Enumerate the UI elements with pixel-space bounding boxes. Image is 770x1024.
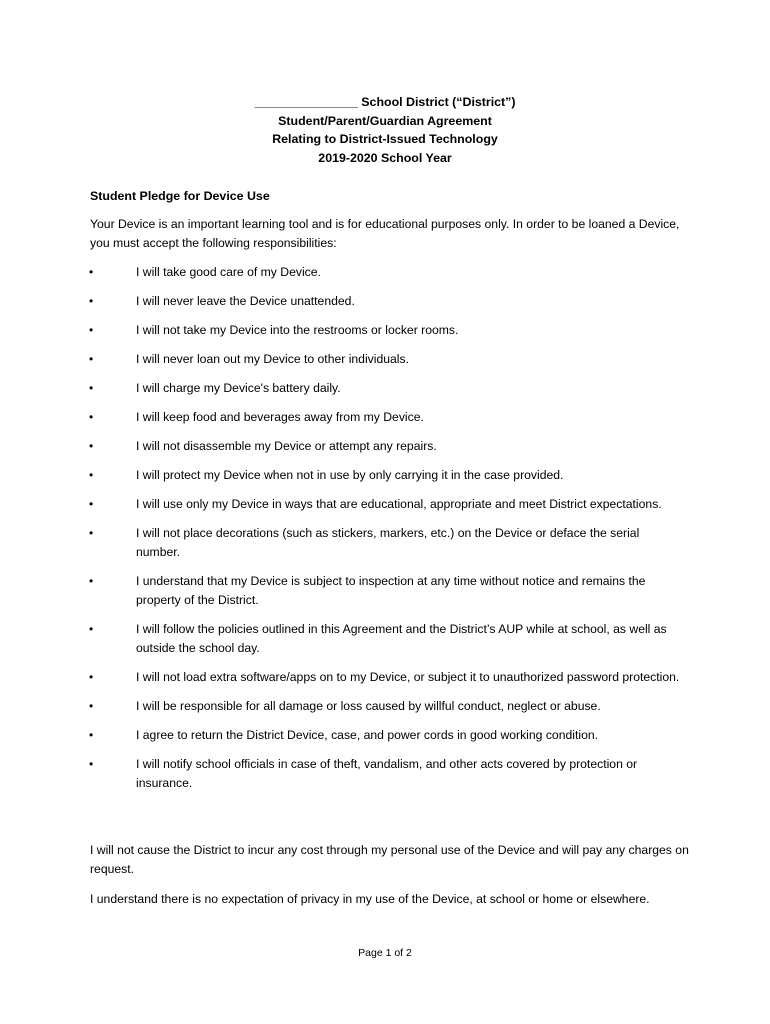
list-item [0, 263, 770, 282]
pledge-text: I will keep food and beverages away from my Device. [136, 410, 424, 424]
page-number: Page 1 of 2 [358, 947, 412, 959]
list-item [0, 495, 770, 514]
intro-paragraph: Your Device is an important learning tool and is for educational purposes only. In order to be loaned a Device, you must accept the following responsibilities: [90, 217, 680, 250]
pledge-text: I will take good care of my Device. [136, 265, 321, 279]
section-title: Student Pledge for Device Use [90, 189, 270, 203]
bullet-icon: • [89, 294, 94, 308]
header-agreement-title: Student/Parent/Guardian Agreement [278, 113, 492, 128]
list-item [0, 572, 770, 610]
bullet-icon: • [89, 757, 94, 771]
header-subject-line: Relating to District-Issued Technology [272, 132, 498, 147]
list-item [0, 620, 770, 658]
list-item [0, 379, 770, 398]
pledge-text: I will not take my Device into the restrooms or locker rooms. [136, 323, 459, 337]
list-item [0, 726, 770, 745]
list-item [0, 350, 770, 369]
bullet-icon: • [89, 323, 94, 337]
bullet-icon: • [89, 670, 94, 684]
header-school-year: 2019-2020 School Year [318, 150, 452, 165]
closing-paragraph-cost: I will not cause the District to incur any cost through my personal use of the Device and will pay any charges on request. [90, 843, 689, 876]
header-district-line: _______________ School District (“District”) [254, 95, 516, 109]
bullet-icon: • [89, 728, 94, 742]
pledge-text: I will charge my Device's battery daily. [136, 381, 341, 395]
pledge-text: I agree to return the District Device, case, and power cords in good working condition. [136, 728, 599, 742]
list-item [0, 668, 770, 687]
pledge-text: I will never leave the Device unattended. [136, 294, 355, 308]
pledge-text: I will not load extra software/apps on to my Device, or subject it to unauthorized password protection. [136, 670, 680, 684]
list-item [0, 292, 770, 311]
pledge-text: I will follow the policies outlined in this Agreement and the District’s AUP while at school, as well as outside the school day. [136, 622, 667, 655]
bullet-icon: • [89, 574, 94, 588]
bullet-icon: • [89, 699, 94, 713]
pledge-text: I will use only my Device in ways that are educational, appropriate and meet District expectations. [136, 497, 662, 511]
list-item [0, 697, 770, 716]
bullet-icon: • [89, 526, 94, 540]
document-header [0, 93, 770, 167]
pledge-text: I will be responsible for all damage or loss caused by willful conduct, neglect or abuse. [136, 699, 601, 713]
bullet-icon: • [89, 265, 94, 279]
bullet-icon: • [89, 352, 94, 366]
list-item [0, 524, 770, 562]
bullet-icon: • [89, 497, 94, 511]
pledge-text: I will not place decorations (such as stickers, markers, etc.) on the Device or deface the serial number. [136, 526, 640, 559]
list-item [0, 755, 770, 793]
bullet-icon: • [89, 468, 94, 482]
list-item [0, 466, 770, 485]
bullet-icon: • [89, 381, 94, 395]
pledge-text: I will notify school officials in case of theft, vandalism, and other acts covered by protection or insurance. [136, 757, 638, 790]
pledge-list [0, 263, 770, 803]
closing-paragraph-privacy: I understand there is no expectation of privacy in my use of the Device, at school or home or elsewhere. [90, 892, 650, 906]
pledge-text: I will not disassemble my Device or attempt any repairs. [136, 439, 437, 453]
pledge-text: I understand that my Device is subject to inspection at any time without notice and remains the property of the District. [136, 574, 646, 607]
list-item [0, 437, 770, 456]
pledge-text: I will protect my Device when not in use by only carrying it in the case provided. [136, 468, 564, 482]
list-item [0, 408, 770, 427]
bullet-icon: • [89, 410, 94, 424]
pledge-text: I will never loan out my Device to other individuals. [136, 352, 409, 366]
bullet-icon: • [89, 439, 94, 453]
list-item [0, 321, 770, 340]
bullet-icon: • [89, 622, 94, 636]
